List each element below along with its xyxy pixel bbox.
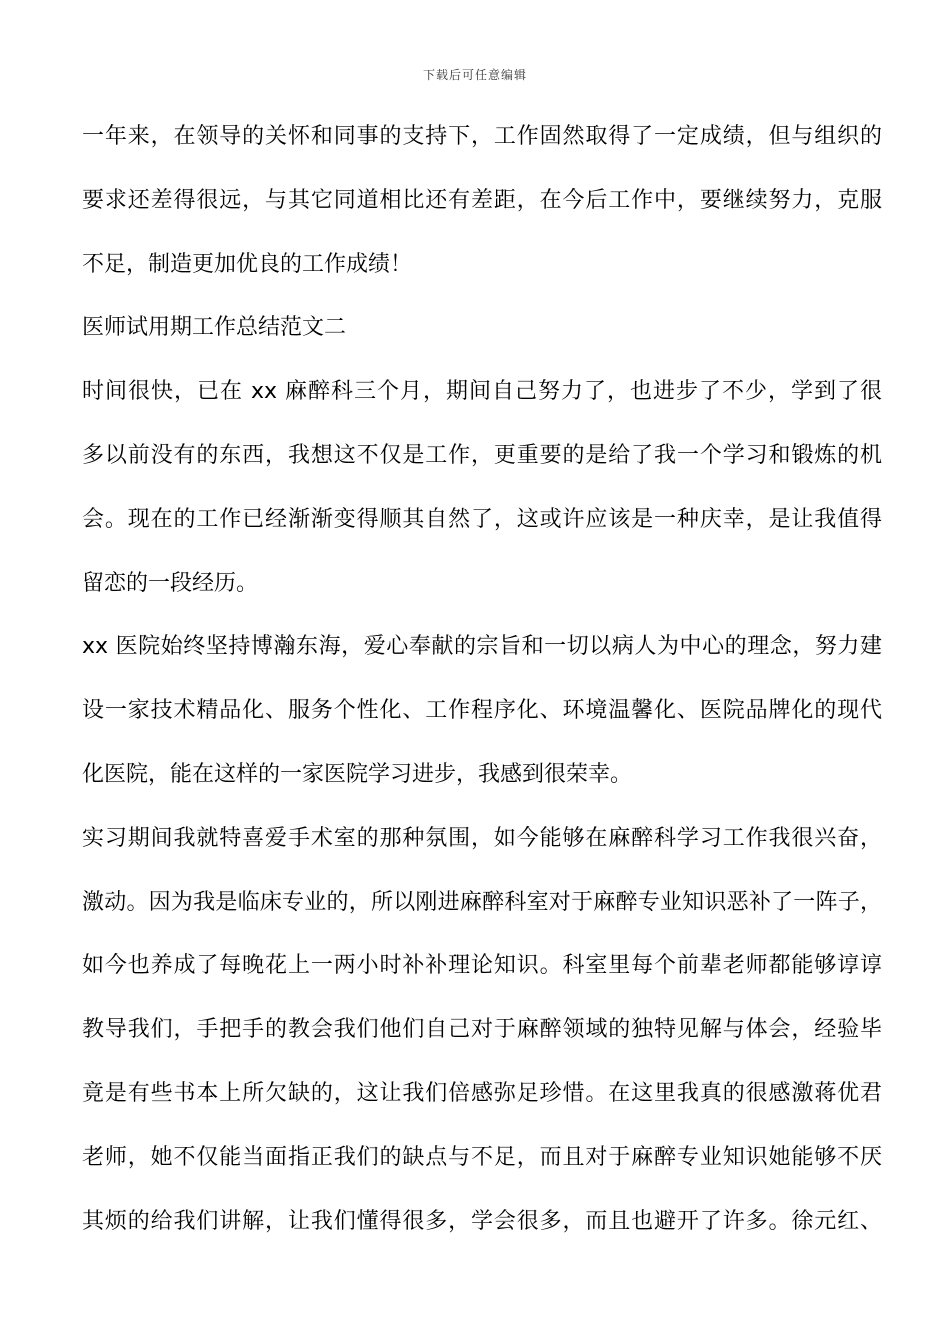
section-heading: 医师试用期工作总结范文二 — [82, 315, 347, 341]
text-line: 教导我们，手把手的教会我们他们自己对于麻醉领域的独特见解与体会，经验毕 — [82, 1017, 882, 1043]
text-line: 不足，制造更加优良的工作成绩！ — [82, 251, 413, 277]
text-line: 多以前没有的东西，我想这不仅是工作，更重要的是给了我一个学习和锻炼的机 — [82, 442, 882, 468]
text-line: 激动。因为我是临床专业的，所以刚进麻醉科室对于麻醉专业知识恶补了一阵子， — [82, 889, 882, 915]
text-line: 时间很快，已在 xx 麻醉科三个月，期间自己努力了，也进步了不少，学到了很 — [82, 379, 882, 405]
text-line: 化医院，能在这样的一家医院学习进步，我感到很荣幸。 — [82, 761, 633, 787]
text-line: 一年来，在领导的关怀和同事的支持下，工作固然取得了一定成绩，但与组织的 — [82, 124, 882, 149]
text-line: xx 医院始终坚持博瀚东海，爱心奉献的宗旨和一切以病人为中心的理念，努力建 — [82, 634, 882, 660]
text-line: 如今也养成了每晚花上一两小时补补理论知识。科室里每个前辈老师都能够谆谆 — [82, 953, 882, 979]
document-body — [82, 119, 882, 1267]
text-line: 要求还差得很远，与其它同道相比还有差距，在今后工作中，要继续努力，克服 — [82, 187, 882, 213]
text-line: 竟是有些书本上所欠缺的，这让我们倍感弥足珍惜。在这里我真的很感激蒋优君 — [82, 1080, 882, 1106]
text-line: 实习期间我就特喜爱手术室的那种氛围，如今能够在麻醉科学习工作我很兴奋， — [82, 825, 882, 851]
text-line: 老师，她不仅能当面指正我们的缺点与不足，而且对于麻醉专业知识她能够不厌 — [82, 1144, 882, 1170]
text-line: 留恋的一段经历。 — [82, 570, 259, 596]
text-line: 设一家技术精品化、服务个性化、工作程序化、环境温馨化、医院品牌化的现代 — [82, 698, 882, 724]
text-line: 其烦的给我们讲解，让我们懂得很多，学会很多，而且也避开了许多。徐元红、 — [82, 1208, 882, 1234]
text-line: 会。现在的工作已经渐渐变得顺其自然了，这或许应该是一种庆幸，是让我值得 — [82, 506, 882, 532]
page-header: 下载后可任意编辑 — [422, 68, 527, 82]
